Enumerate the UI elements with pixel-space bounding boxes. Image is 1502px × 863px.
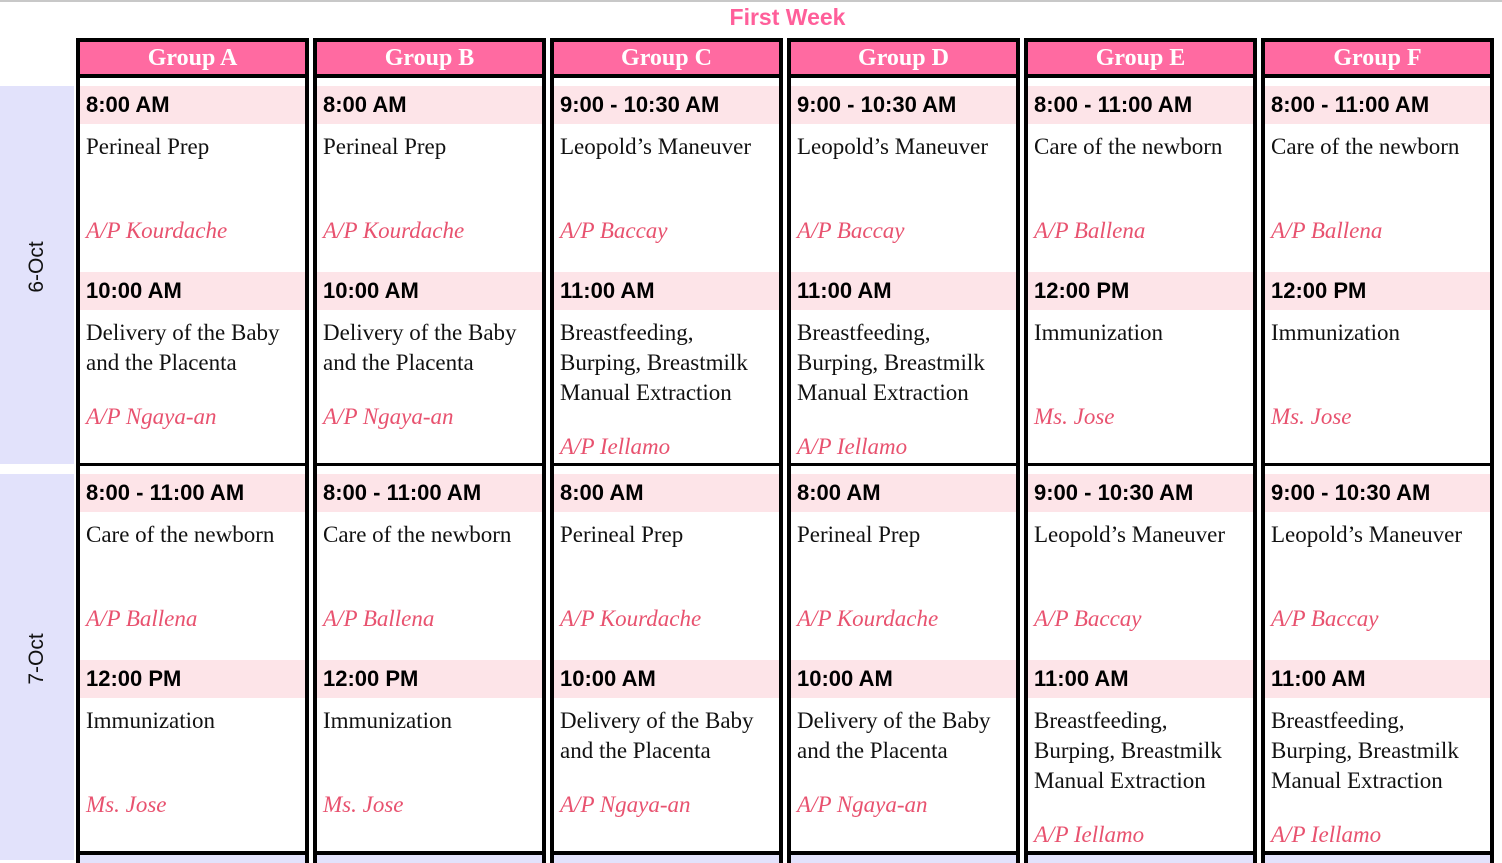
schedule-cell (76, 78, 309, 467)
session-time: 12:00 PM (80, 660, 305, 698)
session-instructor: Ms. Jose (86, 792, 167, 817)
session-instructor: Ms. Jose (1271, 404, 1352, 429)
next-row-edge (1261, 851, 1494, 863)
session-slot (80, 272, 305, 458)
group-header: Group F (1261, 38, 1494, 78)
group-header: Group C (550, 38, 783, 78)
session-slot (317, 660, 542, 846)
session-time: 9:00 - 10:30 AM (1265, 474, 1490, 512)
week-title: First Week (729, 4, 846, 30)
session-instructor: A/P Baccay (560, 218, 668, 243)
session-topic: Perineal Prep (323, 134, 447, 159)
session-slot (1028, 660, 1253, 846)
session-time: 12:00 PM (317, 660, 542, 698)
session-topic: Leopold’s Maneuver (560, 134, 751, 159)
session-slot (791, 474, 1016, 660)
session-instructor: A/P Ballena (86, 606, 198, 631)
session-slot (1028, 474, 1253, 660)
session-time: 8:00 AM (80, 86, 305, 124)
session-slot (554, 272, 779, 458)
session-topic: Care of the newborn (1271, 134, 1460, 159)
session-slot (317, 272, 542, 458)
session-time: 8:00 AM (791, 474, 1016, 512)
session-instructor: A/P Ballena (1034, 218, 1146, 243)
next-row-edge (76, 851, 309, 863)
session-time: 9:00 - 10:30 AM (554, 86, 779, 124)
session-time: 10:00 AM (317, 272, 542, 310)
session-time: 8:00 - 11:00 AM (80, 474, 305, 512)
session-time: 8:00 AM (317, 86, 542, 124)
next-row-edge (313, 851, 546, 863)
session-topic: Breastfeeding, Burping, Breastmilk Manual Extraction (560, 320, 748, 405)
session-instructor: A/P Iellamo (560, 434, 671, 459)
session-instructor: A/P Kourdache (323, 218, 465, 243)
session-instructor: A/P Ngaya-an (560, 792, 691, 817)
next-row-edge (550, 851, 783, 863)
session-instructor: Ms. Jose (1034, 404, 1115, 429)
session-time: 10:00 AM (554, 660, 779, 698)
schedule-cell (313, 78, 546, 467)
session-instructor: A/P Baccay (1034, 606, 1142, 631)
session-topic: Care of the newborn (86, 522, 275, 547)
session-time: 8:00 - 11:00 AM (317, 474, 542, 512)
schedule-cell (1024, 466, 1257, 855)
session-time: 12:00 PM (1028, 272, 1253, 310)
schedule-cell (787, 78, 1020, 467)
session-topic: Breastfeeding, Burping, Breastmilk Manual Extraction (1271, 708, 1459, 793)
session-instructor: A/P Ngaya-an (797, 792, 928, 817)
group-header: Group B (313, 38, 546, 78)
session-time: 10:00 AM (80, 272, 305, 310)
session-topic: Delivery of the Baby and the Placenta (86, 320, 280, 375)
session-instructor: A/P Baccay (797, 218, 905, 243)
session-slot (554, 474, 779, 660)
session-slot (554, 86, 779, 272)
session-topic: Immunization (323, 708, 453, 733)
session-instructor: A/P Iellamo (1271, 822, 1382, 847)
session-instructor: A/P Iellamo (797, 434, 908, 459)
session-topic: Delivery of the Baby and the Placenta (797, 708, 991, 763)
session-topic: Perineal Prep (797, 522, 921, 547)
session-topic: Care of the newborn (1034, 134, 1223, 159)
session-slot (1265, 474, 1490, 660)
session-slot (80, 86, 305, 272)
session-topic: Leopold’s Maneuver (1034, 522, 1225, 547)
session-slot (1028, 86, 1253, 272)
session-slot (317, 86, 542, 272)
session-topic: Immunization (1034, 320, 1164, 345)
top-rule (0, 0, 1502, 2)
session-topic: Immunization (1271, 320, 1401, 345)
session-time: 11:00 AM (791, 272, 1016, 310)
session-slot (80, 660, 305, 846)
session-time: 10:00 AM (791, 660, 1016, 698)
session-topic: Delivery of the Baby and the Placenta (323, 320, 517, 375)
session-topic: Breastfeeding, Burping, Breastmilk Manual Extraction (797, 320, 985, 405)
session-time: 8:00 - 11:00 AM (1028, 86, 1253, 124)
schedule-cell (550, 78, 783, 467)
schedule-cell (1024, 78, 1257, 467)
next-row-edge (1024, 851, 1257, 863)
session-time: 12:00 PM (1265, 272, 1490, 310)
session-instructor: A/P Iellamo (1034, 822, 1145, 847)
session-slot (1028, 272, 1253, 458)
session-instructor: A/P Ballena (1271, 218, 1383, 243)
schedule-cell (1261, 78, 1494, 467)
session-topic: Delivery of the Baby and the Placenta (560, 708, 754, 763)
session-instructor: A/P Kourdache (86, 218, 228, 243)
session-instructor: A/P Baccay (1271, 606, 1379, 631)
next-row-edge (787, 851, 1020, 863)
session-slot (1265, 272, 1490, 458)
session-topic: Breastfeeding, Burping, Breastmilk Manual Extraction (1034, 708, 1222, 793)
session-time: 11:00 AM (554, 272, 779, 310)
session-slot (317, 474, 542, 660)
schedule-cell (313, 466, 546, 855)
session-instructor: A/P Kourdache (797, 606, 939, 631)
schedule-cell (550, 466, 783, 855)
session-instructor: A/P Kourdache (560, 606, 702, 631)
schedule-cell (787, 466, 1020, 855)
session-topic: Perineal Prep (86, 134, 210, 159)
group-header: Group D (787, 38, 1020, 78)
session-topic: Immunization (86, 708, 216, 733)
session-time: 8:00 AM (554, 474, 779, 512)
session-topic: Care of the newborn (323, 522, 512, 547)
group-header: Group A (76, 38, 309, 78)
session-time: 9:00 - 10:30 AM (791, 86, 1016, 124)
session-time: 11:00 AM (1028, 660, 1253, 698)
session-instructor: Ms. Jose (323, 792, 404, 817)
session-slot (791, 272, 1016, 458)
schedule-cell (1261, 466, 1494, 855)
session-time: 9:00 - 10:30 AM (1028, 474, 1253, 512)
day-label: 6-Oct (25, 241, 48, 293)
session-topic: Leopold’s Maneuver (797, 134, 988, 159)
session-instructor: A/P Ngaya-an (323, 404, 454, 429)
day-label: 7-Oct (25, 633, 48, 685)
group-header: Group E (1024, 38, 1257, 78)
session-instructor: A/P Ngaya-an (86, 404, 217, 429)
session-slot (554, 660, 779, 846)
session-slot (1265, 86, 1490, 272)
session-slot (1265, 660, 1490, 846)
session-time: 8:00 - 11:00 AM (1265, 86, 1490, 124)
session-instructor: A/P Ballena (323, 606, 435, 631)
session-slot (791, 660, 1016, 846)
session-slot (80, 474, 305, 660)
schedule-cell (76, 466, 309, 855)
session-topic: Perineal Prep (560, 522, 684, 547)
session-slot (791, 86, 1016, 272)
session-topic: Leopold’s Maneuver (1271, 522, 1462, 547)
session-time: 11:00 AM (1265, 660, 1490, 698)
